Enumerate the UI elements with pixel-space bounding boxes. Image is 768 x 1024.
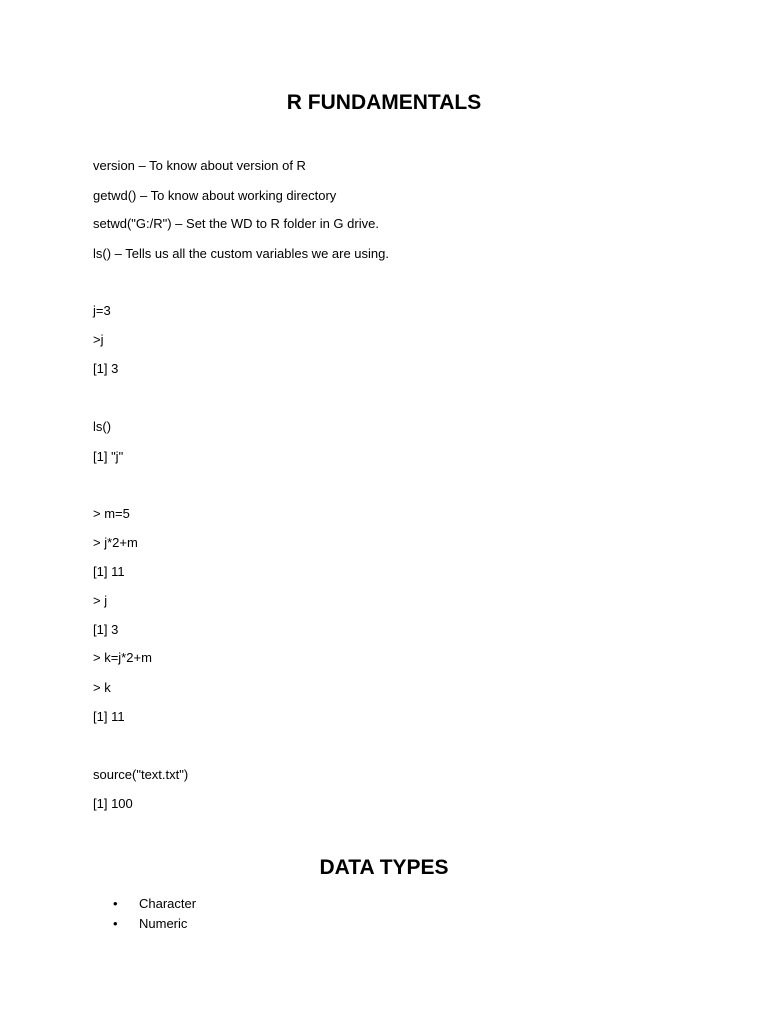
output-line: [1] 11 <box>93 564 125 579</box>
code-line: > k=j*2+m <box>93 650 152 665</box>
code-line: j=3 <box>93 303 111 318</box>
code-line: ls() <box>93 419 112 434</box>
bullet-icon: • <box>113 916 118 931</box>
code-line: source("text.txt") <box>93 767 189 782</box>
output-line: [1] 100 <box>93 796 133 811</box>
text-line: ls() – Tells us all the custom variables we are using. <box>93 246 389 261</box>
page-title: R FUNDAMENTALS <box>286 91 482 114</box>
output-line: [1] 3 <box>93 622 119 637</box>
output-line: [1] 3 <box>93 361 119 376</box>
bullet-icon: • <box>113 896 118 911</box>
output-line: [1] 11 <box>93 709 125 724</box>
list-item-label: Numeric <box>139 916 188 931</box>
code-line: > j*2+m <box>93 535 138 550</box>
code-line: > k <box>93 680 111 695</box>
text-line: setwd("G:/R") – Set the WD to R folder in G drive. <box>93 216 379 231</box>
code-line: > m=5 <box>93 506 130 521</box>
section-title: DATA TYPES <box>319 856 449 879</box>
text-line: getwd() – To know about working directory <box>93 188 337 203</box>
text-line: version – To know about version of R <box>93 158 306 173</box>
code-line: > j <box>93 593 108 608</box>
output-line: [1] "j" <box>93 449 124 464</box>
list-item-label: Character <box>139 896 197 911</box>
code-line: >j <box>93 332 104 347</box>
